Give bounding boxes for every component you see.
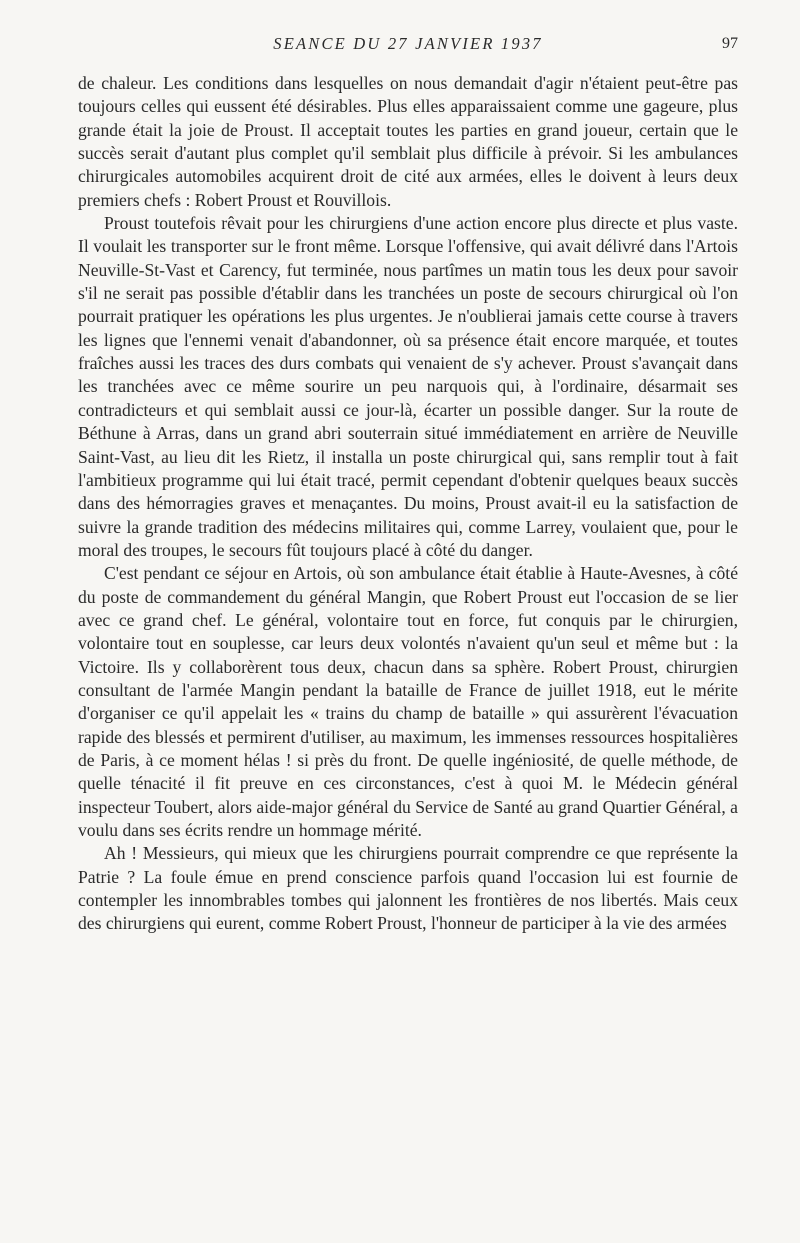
- paragraph-3: C'est pendant ce séjour en Artois, où son ambulance était établie à Haute-Avesnes, à côté du poste de commandement du général Mangin, que Robert Proust eut l'occasion de se lier avec ce grand chef. Le général, volontaire tout en force, fut conquis par le chirurgien, volontaire tout en souplesse, car leurs deux volontés n'avaient qu'un seul et même but : la Victoire. Ils y collaborèrent tous deux, chacun dans sa sphère. Robert Proust, chirurgien consultant de l'armée Mangin pendant la bataille de France de juillet 1918, eut le mérite d'organiser ce qu'il appelait les « trains du champ de bataille » qui assurèrent l'évacuation rapide des blessés et permirent d'utiliser, au maximum, les immenses ressources hospitalières de Paris, à ce moment hélas ! si près du front. De quelle ingéniosité, de quelle méthode, de quelle ténacité il fit preuve en ces circonstances, c'est à quoi M. le Médecin général inspecteur Toubert, alors aide-major général du Service de Santé au grand Quartier Général, a voulu dans ses écrits rendre un hommage mérité.: [78, 563, 738, 840]
- running-head: [78, 34, 738, 58]
- paragraph-4: Ah ! Messieurs, qui mieux que les chirurgiens pourrait comprendre ce que représente la Patrie ? La foule émue en prend conscience parfois quand l'occasion lui est fournie de contempler les innombrables tombes qui jalonnent les frontières de nos libertés. Mais ceux des chirurgiens qui eurent, comme Robert Proust, l'honneur de participer à la vie des armées: [78, 843, 738, 934]
- body-text: [78, 72, 738, 936]
- paragraph-2: Proust toutefois rêvait pour les chirurgiens d'une action encore plus directe et plus vaste. Il voulait les transporter sur le front même. Lorsque l'offensive, qui avait délivré dans l'Artois Neuville-St-Vast et Carency, fut terminée, nous partîmes un matin tous les deux pour savoir s'il ne serait pas possible d'établir dans les tranchées un poste de secours chirurgical où l'on pourrait pratiquer les opérations les plus urgentes. Je n'oublierai jamais cette course à travers les lignes que l'ennemi venait d'abandonner, où sa présence était encore marquée, et toutes fraîches aussi les traces des durs combats qui venaient de s'y achever. Proust s'avançait dans les tranchées avec ce même sourire un peu narquois qui, à l'ordinaire, désarmait ses contradicteurs et qui semblait aussi ce jour-là, écarter un possible danger. Sur la route de Béthune à Arras, dans un grand abri souterrain situé immédiatement en arrière de Neuville Saint-Vast, au lieu dit les Rietz, il installa un poste chirurgical qui, sans remplir tout à fait l'ambitieux programme qui lui était tracé, permit cependant d'obtenir quelques beaux succès dans des hémorragies graves et menaçantes. Du moins, Proust avait-il eu la satisfaction de suivre la grande tradition des médecins militaires qui, comme Larrey, voulaient que, pour le moral des troupes, le secours fût toujours placé à côté du danger.: [78, 213, 738, 560]
- paragraph-1: de chaleur. Les conditions dans lesquelles on nous demandait d'agir n'étaient peut-être pas toujours celles qui eussent été désirables. Plus elles apparaissaient comme une gageure, plus grande était la joie de Proust. Il acceptait toutes les parties en grand joueur, certain que le succès serait d'autant plus complet qu'il semblait plus difficile à prévoir. Si les ambulances chirurgicales automobiles acquirent droit de cité aux armées, elles le doivent à leurs deux premiers chefs : Robert Proust et Rouvillois.: [78, 73, 738, 210]
- running-title: SEANCE DU 27 JANVIER 1937: [273, 34, 543, 53]
- page-number: 97: [722, 35, 738, 52]
